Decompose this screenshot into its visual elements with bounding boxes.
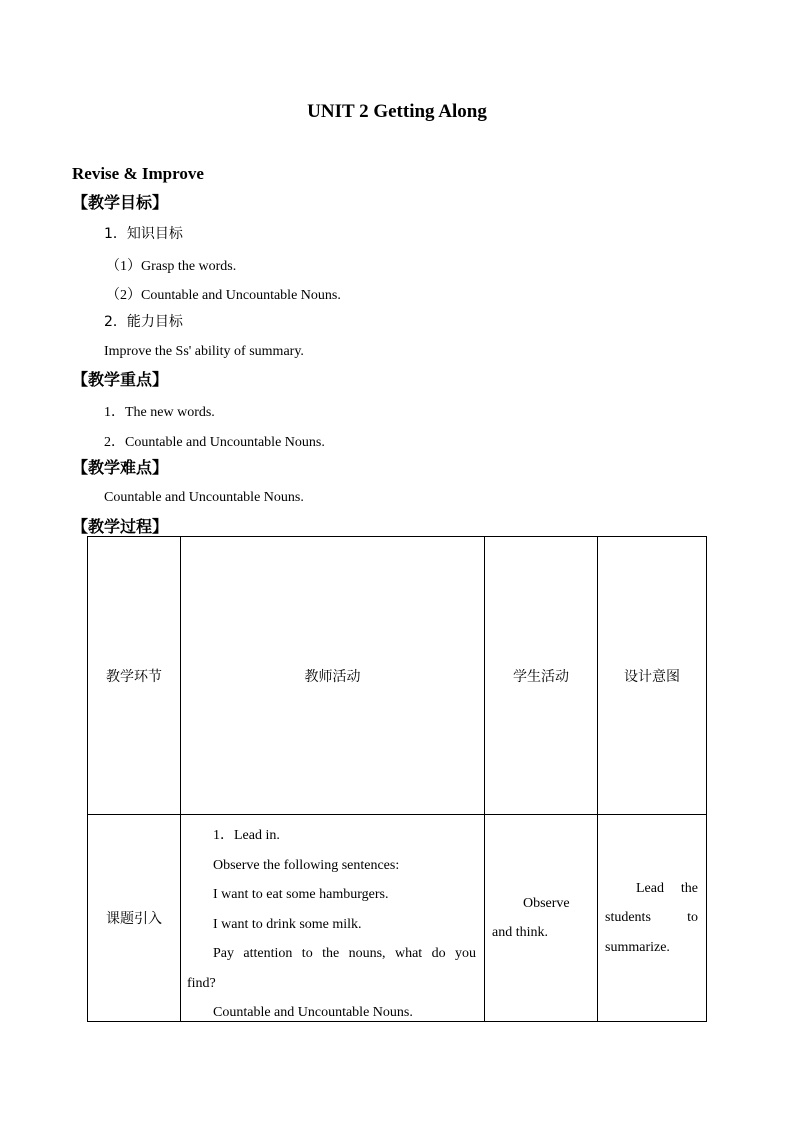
design-purpose-line: students to: [605, 910, 698, 926]
teacher-activity-line: Pay attention to the nouns, what do you: [213, 946, 476, 961]
student-activity-line: and think.: [492, 925, 548, 940]
key-point-item: 1．The new words.: [104, 405, 215, 420]
teacher-activity-cell: [181, 815, 485, 1022]
section-heading-goals: 【教学目标】: [72, 193, 169, 212]
difficulty-text: Countable and Uncountable Nouns.: [104, 490, 304, 505]
teacher-activity-line: Observe the following sentences:: [213, 857, 400, 873]
knowledge-goal-heading: 1．知识目标: [104, 226, 183, 242]
section-heading-key-points: 【教学重点】: [72, 370, 169, 389]
ability-goal-heading: 2．能力目标: [104, 314, 183, 330]
teacher-activity-line: I want to drink some milk.: [213, 916, 362, 932]
lesson-subheading: Revise & Improve: [72, 164, 204, 183]
table-row: [88, 815, 707, 1022]
student-activity-line: Observe: [523, 895, 570, 911]
header-design-purpose: 设计意图: [598, 537, 707, 815]
stage-cell: 课题引入: [88, 815, 181, 1022]
teacher-activity-line: I want to eat some hamburgers.: [213, 887, 389, 902]
teacher-activity-line: 1．Lead in.: [213, 828, 280, 843]
knowledge-goal-item: （1）Grasp the words.: [106, 259, 237, 274]
table-header-row: [88, 537, 707, 815]
teacher-activity-line: Countable and Uncountable Nouns.: [213, 1005, 413, 1020]
document-title: UNIT 2 Getting Along: [307, 101, 487, 122]
student-activity-cell: [485, 815, 598, 1022]
header-stage: 教学环节: [88, 537, 181, 815]
header-teacher-activity: 教师活动: [181, 537, 485, 815]
teaching-process-table: [87, 536, 707, 1022]
key-point-item: 2．Countable and Uncountable Nouns.: [104, 435, 325, 450]
header-student-activity: 学生活动: [485, 537, 598, 815]
knowledge-goal-item: （2）Countable and Uncountable Nouns.: [106, 288, 341, 303]
ability-goal-text: Improve the Ss' ability of summary.: [104, 344, 304, 359]
design-purpose-line: Lead the: [636, 880, 698, 896]
design-purpose-cell: [598, 815, 707, 1022]
section-heading-difficulties: 【教学难点】: [72, 458, 169, 477]
section-heading-process: 【教学过程】: [72, 517, 169, 536]
teacher-activity-line: find?: [187, 975, 216, 991]
design-purpose-line: summarize.: [605, 939, 670, 955]
